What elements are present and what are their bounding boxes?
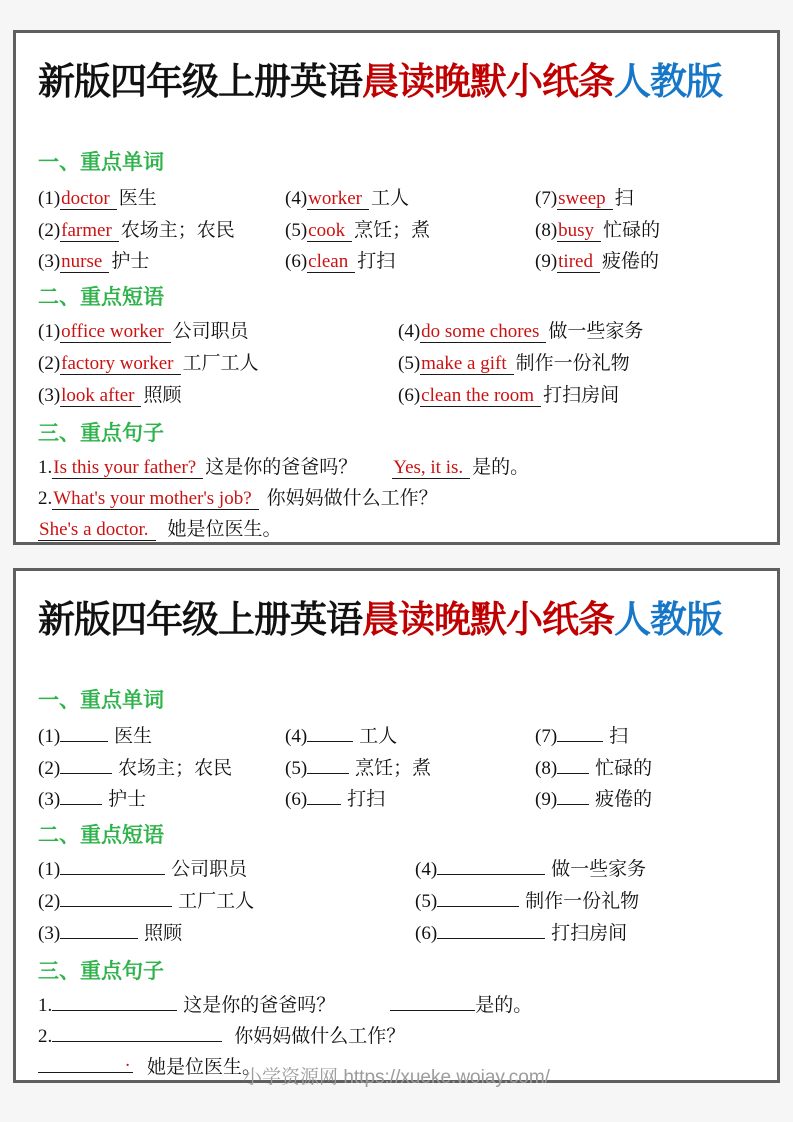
chinese-meaning: 公司职员 (171, 858, 248, 880)
item-number: (2) (38, 890, 61, 912)
item-number: (1) (38, 188, 61, 209)
fill-in-blank (307, 787, 341, 805)
word-item (285, 784, 535, 816)
fill-in-blank (60, 756, 112, 774)
chinese-meaning: 护士 (108, 789, 147, 810)
answer-phrase: make a gift (420, 353, 513, 375)
sentence-row (38, 452, 755, 483)
item-number: (4) (285, 726, 308, 747)
chinese-meaning: 做一些家务 (551, 858, 647, 880)
chinese-meaning: 照顾 (143, 384, 182, 406)
chinese-meaning: 打扫 (347, 789, 386, 810)
answer-phrase: look after (60, 385, 141, 407)
chinese-meaning: 疲倦的 (595, 789, 653, 810)
answer-word: clean (307, 251, 355, 273)
chinese-meaning: 烹饪；煮 (355, 757, 432, 779)
item-number: (5) (415, 890, 438, 912)
phrase-item (415, 918, 755, 950)
item-number: (3) (38, 251, 61, 272)
fill-in-blank (60, 724, 108, 742)
answer-sentence: She's a doctor. (38, 519, 156, 541)
blank-card (13, 568, 780, 1083)
title-black-part: 新版四年级上册英语 (38, 599, 362, 640)
chinese-meaning: 她是位医生。 (147, 1056, 262, 1078)
section-heading-phrases: 二、重点短语 (38, 284, 164, 309)
item-number: (5) (398, 352, 421, 374)
answer-phrase: office worker (60, 321, 171, 343)
item-number: 1. (38, 456, 53, 478)
blank-card-content (16, 595, 777, 1083)
chinese-meaning: 工人 (370, 188, 409, 209)
fill-in-blank (390, 993, 475, 1011)
word-item (535, 784, 755, 816)
chinese-meaning: 你妈妈做什么工作？ (234, 1025, 406, 1047)
word-item (38, 246, 285, 278)
word-item (38, 183, 285, 215)
item-number: (3) (38, 922, 61, 944)
chinese-meaning: 打扫房间 (551, 922, 628, 944)
chinese-meaning: 扫 (614, 188, 634, 209)
chinese-meaning: 护士 (111, 251, 150, 272)
item-number: (2) (38, 219, 61, 241)
chinese-meaning: 忙碌的 (603, 219, 661, 241)
chinese-meaning: 是的。 (472, 456, 530, 478)
item-number: (2) (38, 757, 61, 779)
chinese-meaning: 农场主；农民 (118, 757, 233, 779)
answer-sentence: What's your mother's job? (52, 488, 258, 510)
answer-phrase: clean the room (420, 385, 541, 407)
word-item (535, 183, 755, 215)
item-number: (7) (535, 726, 558, 747)
item-number: (2) (38, 352, 61, 374)
item-number: (9) (535, 789, 558, 810)
phrase-item (398, 348, 755, 380)
phrase-item (38, 854, 415, 886)
phrase-item (415, 854, 755, 886)
chinese-meaning: 照顾 (144, 922, 183, 944)
chinese-meaning: 这是你的爸爸吗？ (183, 994, 336, 1016)
phrases-grid (38, 316, 755, 412)
answer-word: tired (557, 251, 600, 273)
section-heading-sentences: 三、重点句子 (38, 420, 164, 445)
word-item (285, 721, 535, 753)
title-red-part: 晨读晚默小纸条 (362, 599, 614, 640)
word-item (285, 215, 535, 247)
item-number: (6) (285, 251, 308, 272)
answer-word: nurse (60, 251, 109, 273)
title-red-part: 晨读晚默小纸条 (362, 61, 614, 102)
section-heading-phrases: 二、重点短语 (38, 822, 164, 847)
word-item (535, 721, 755, 753)
chinese-meaning: 工人 (359, 726, 398, 747)
phrase-item (398, 380, 755, 412)
item-number: (4) (285, 188, 308, 209)
item-number: (6) (415, 922, 438, 944)
chinese-meaning: 忙碌的 (595, 757, 653, 779)
word-item (38, 753, 285, 785)
fill-in-blank (60, 857, 165, 875)
answer-phrase: do some chores (420, 321, 546, 343)
answer-sentence: Yes, it is. (392, 457, 470, 479)
answer-word: cook (307, 220, 352, 242)
watermark: 小学资源网 https://xueke.woiay.com/ (243, 1067, 550, 1088)
words-grid (38, 183, 755, 278)
item-number: 1. (38, 994, 53, 1016)
phrase-item (398, 316, 755, 348)
phrase-item (38, 918, 415, 950)
chinese-meaning: 医生 (118, 188, 157, 209)
fill-in-blank (52, 1024, 222, 1042)
section-heading-sentences: 三、重点句子 (38, 958, 164, 983)
item-number: (1) (38, 726, 61, 747)
sentence-row (38, 514, 755, 545)
word-item (285, 183, 535, 215)
phrase-item (38, 886, 415, 918)
chinese-meaning: 是的。 (475, 994, 533, 1016)
phrases-grid (38, 854, 755, 950)
answer-word: doctor (60, 188, 117, 210)
answer-word: sweep (557, 188, 612, 210)
item-number: (5) (285, 757, 308, 779)
chinese-meaning: 工厂工人 (178, 890, 255, 912)
word-item (38, 784, 285, 816)
answer-card (13, 30, 780, 545)
item-number: (6) (398, 384, 421, 406)
sentence-row (38, 1021, 755, 1052)
word-item (535, 246, 755, 278)
word-item (38, 215, 285, 247)
item-number: (8) (535, 219, 558, 241)
chinese-meaning: 打扫 (357, 251, 396, 272)
item-number: (6) (285, 789, 308, 810)
item-number: (8) (535, 757, 558, 779)
phrase-item (415, 886, 755, 918)
item-number: (3) (38, 384, 61, 406)
fill-in-blank (60, 889, 172, 907)
chinese-meaning: 这是你的爸爸吗？ (205, 456, 358, 478)
title-black-part: 新版四年级上册英语 (38, 61, 362, 102)
word-item (38, 721, 285, 753)
answer-word: worker (307, 188, 369, 210)
phrase-item (38, 348, 398, 380)
word-item (535, 753, 755, 785)
phrase-item (38, 316, 398, 348)
answer-sentence: Is this your father? (52, 457, 203, 479)
title-blue-part: 人教版 (614, 61, 722, 102)
fill-in-blank (557, 756, 589, 774)
section-heading-words: 一、重点单词 (38, 150, 164, 174)
sentence-row (38, 483, 755, 514)
chinese-meaning: 做一些家务 (548, 320, 644, 342)
section-heading-words: 一、重点单词 (38, 688, 164, 712)
word-item (285, 246, 535, 278)
fill-in-blank (60, 921, 138, 939)
chinese-meaning: 打扫房间 (543, 384, 620, 406)
sentence-row (38, 990, 755, 1021)
item-number: (7) (535, 188, 558, 209)
chinese-meaning: 制作一份礼物 (515, 352, 630, 374)
title-blue-part: 人教版 (614, 599, 722, 640)
answer-phrase: factory worker (60, 353, 180, 375)
answer-word: farmer (60, 220, 119, 242)
chinese-meaning: 农场主；农民 (120, 219, 235, 241)
chinese-meaning: 疲倦的 (601, 251, 659, 272)
item-number: (4) (398, 320, 421, 342)
chinese-meaning: 医生 (114, 726, 153, 747)
fill-in-blank (307, 756, 349, 774)
fill-in-blank (307, 724, 353, 742)
fill-in-blank (38, 1049, 133, 1073)
card-title (38, 595, 755, 645)
item-number: (1) (38, 320, 61, 342)
item-number: (4) (415, 858, 438, 880)
item-number: (5) (285, 219, 308, 241)
card-title (38, 57, 755, 107)
chinese-meaning: 扫 (609, 726, 629, 747)
chinese-meaning: 公司职员 (172, 320, 249, 342)
fill-in-blank (557, 724, 603, 742)
chinese-meaning: 制作一份礼物 (525, 890, 640, 912)
phrase-item (38, 380, 398, 412)
red-period: . (125, 1049, 130, 1071)
answer-card-content (16, 57, 777, 545)
word-item (535, 215, 755, 247)
answer-word: busy (557, 220, 601, 242)
item-number: 2. (38, 1025, 53, 1047)
fill-in-blank (557, 787, 589, 805)
word-item (285, 753, 535, 785)
chinese-meaning: 烹饪；煮 (354, 219, 431, 241)
item-number: (3) (38, 789, 61, 810)
fill-in-blank (437, 857, 545, 875)
item-number: (1) (38, 858, 61, 880)
chinese-meaning: 你妈妈做什么工作？ (266, 487, 438, 509)
chinese-meaning: 她是位医生。 (167, 518, 282, 540)
item-number: 2. (38, 487, 53, 509)
words-grid (38, 721, 755, 816)
item-number: (9) (535, 251, 558, 272)
fill-in-blank (52, 993, 177, 1011)
fill-in-blank (437, 921, 545, 939)
sentences-list (38, 452, 755, 545)
chinese-meaning: 工厂工人 (182, 352, 259, 374)
fill-in-blank (60, 787, 102, 805)
fill-in-blank (437, 889, 519, 907)
